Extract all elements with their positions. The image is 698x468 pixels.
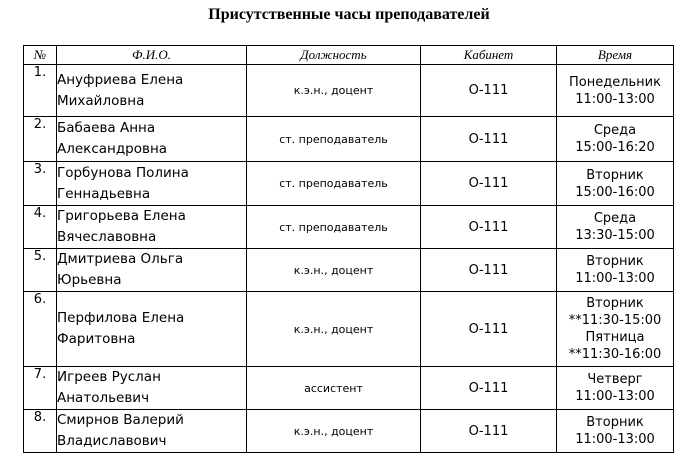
office-hours-table [23,45,674,453]
teacher-name [57,410,247,453]
teacher-name [57,65,247,117]
row-number: 1. [24,65,57,117]
office-time [557,117,674,162]
teacher-position: к.э.н., доцент [247,410,421,453]
time-line: 11:00-13:00 [575,432,655,447]
header-room: Кабинет [421,46,557,65]
row-number: 8. [24,410,57,453]
header-position: Должность [247,46,421,65]
header-name: Ф.И.О. [57,46,247,65]
name-line: Вячеславовна [57,229,157,245]
teacher-name [57,162,247,206]
time-line: Вторник [586,415,644,430]
teacher-name [57,249,247,292]
teacher-name [57,117,247,162]
name-line: Фаритовна [57,331,136,347]
room-number: О-111 [421,65,557,117]
name-line: Михайловна [57,92,145,109]
room-number: О-111 [421,367,557,410]
header-time: Время [557,46,674,65]
table-row [24,292,674,367]
name-line: Горбунова Полина [57,164,189,181]
row-number: 7. [24,367,57,410]
teacher-name [57,367,247,410]
office-time [557,367,674,410]
room-number: О-111 [421,206,557,249]
name-line: Юрьевна [57,272,122,288]
name-line: Анатольевич [57,390,150,406]
teacher-position: к.э.н., доцент [247,249,421,292]
time-line: 11:00-13:00 [575,271,655,286]
name-line: Бабаева Анна [57,120,156,136]
table-row [24,117,674,162]
time-line: Пятница [585,330,645,345]
table-row [24,367,674,410]
name-line: Геннадьевна [57,185,151,202]
teacher-name [57,206,247,249]
time-line: **11:30-15:00 [568,313,662,328]
teacher-position: ассистент [247,367,421,410]
time-line: 11:00-13:00 [575,91,655,107]
time-line: Вторник [586,167,644,183]
name-line: Владиславович [57,433,167,449]
office-time [557,249,674,292]
teacher-position: ст. преподаватель [247,117,421,162]
teacher-position: к.э.н., доцент [247,65,421,117]
name-line: Ануфриева Елена [57,71,184,88]
room-number: О-111 [421,292,557,367]
name-line: Дмитриева Ольга [57,251,184,267]
row-number: 4. [24,206,57,249]
page-title: Присутственные часы преподавателей [208,6,490,23]
room-number: О-111 [421,162,557,206]
time-line: 15:00-16:00 [575,184,655,200]
office-time [557,162,674,206]
time-line: 13:30-15:00 [575,228,655,243]
row-number: 2. [24,117,57,162]
teacher-position: ст. преподаватель [247,162,421,206]
table-row [24,206,674,249]
teacher-name [57,292,247,367]
time-line: Среда [593,123,637,138]
name-line: Игреев Руслан [57,369,161,385]
room-number: О-111 [421,410,557,453]
office-time [557,292,674,367]
teacher-position: ст. преподаватель [247,206,421,249]
row-number: 5. [24,249,57,292]
time-line: Вторник [586,296,644,311]
time-line: 11:00-13:00 [575,389,655,404]
office-time [557,65,674,117]
office-time [557,410,674,453]
table-row [24,65,674,117]
time-line: Среда [593,211,637,226]
office-time [557,206,674,249]
room-number: О-111 [421,117,557,162]
time-line: **11:30-16:00 [568,347,662,362]
time-line: Вторник [586,254,644,269]
table-row [24,162,674,206]
table-row [24,410,674,453]
table-header-row [24,46,674,65]
name-line: Перфилова Елена [57,310,185,326]
header-num: № [24,46,57,65]
name-line: Александровна [57,141,168,157]
teacher-position: к.э.н., доцент [247,292,421,367]
time-line: Четверг [587,372,643,387]
name-line: Григорьева Елена [57,208,186,224]
room-number: О-111 [421,249,557,292]
time-line: 15:00-16:20 [575,140,655,155]
row-number: 6. [24,292,57,367]
name-line: Смирнов Валерий [57,412,184,428]
table-row [24,249,674,292]
row-number: 3. [24,162,57,206]
time-line: Понедельник [569,74,661,90]
